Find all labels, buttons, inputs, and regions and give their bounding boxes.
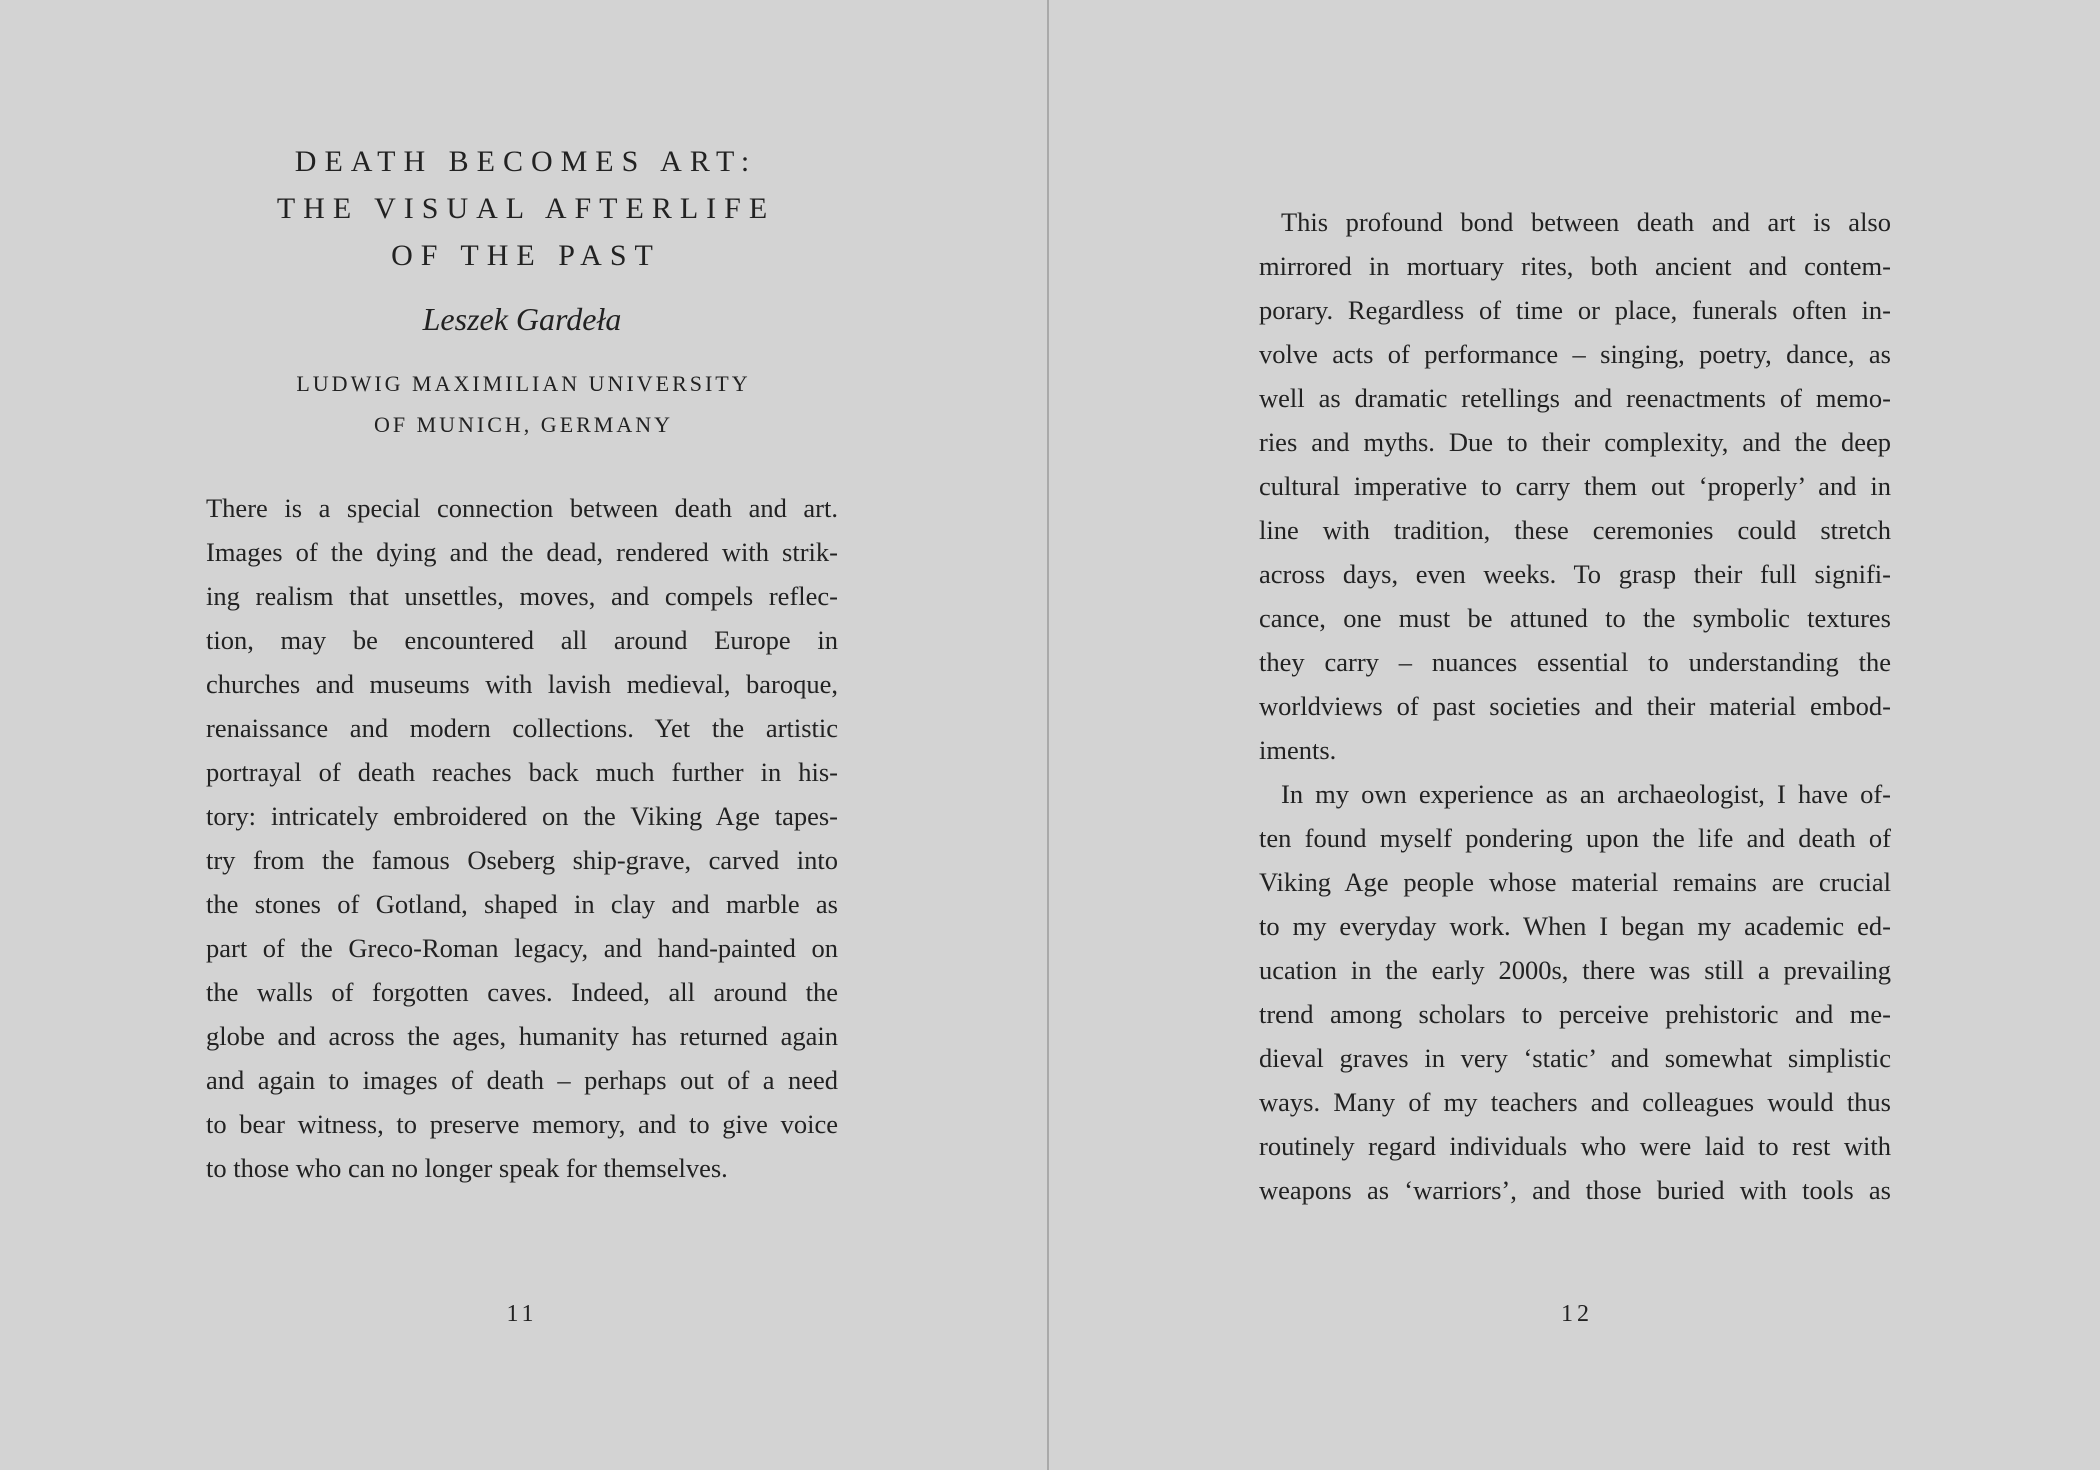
text-line: ten found myself pondering upon the life and death of — [1259, 823, 1891, 853]
text-line: to my everyday work. When I began my academic ed- — [1259, 911, 1891, 941]
left-page — [0, 0, 1048, 1470]
chapter-heading — [206, 138, 838, 445]
page-number: 12 — [1561, 1301, 1593, 1327]
text-line: cultural imperative to carry them out ‘properly’ and in — [1259, 471, 1891, 501]
chapter-title-line: OF THE PAST — [391, 239, 661, 272]
text-line: cance, one must be attuned to the symbolic textures — [1259, 603, 1891, 633]
right-page — [1050, 0, 2100, 1470]
text-line: mirrored in mortuary rites, both ancient and contem- — [1259, 251, 1891, 281]
text-line: porary. Regardless of time or place, funerals often in- — [1259, 295, 1891, 325]
text-line: churches and museums with lavish medieval, baroque, — [206, 669, 838, 699]
text-line: the walls of forgotten caves. Indeed, all around the — [206, 977, 838, 1007]
text-line: globe and across the ages, humanity has returned again — [206, 1021, 838, 1051]
affiliation-line: LUDWIG MAXIMILIAN UNIVERSITY — [296, 371, 751, 396]
text-line: worldviews of past societies and their material embod- — [1259, 691, 1891, 721]
text-line: ries and myths. Due to their complexity, and the deep — [1259, 427, 1891, 457]
text-line: routinely regard individuals who were laid to rest with — [1259, 1131, 1891, 1161]
text-line: well as dramatic retellings and reenactments of memo- — [1259, 383, 1891, 413]
text-line: line with tradition, these ceremonies could stretch — [1259, 515, 1891, 545]
text-line: Viking Age people whose material remains are crucial — [1259, 867, 1891, 897]
page-number: 11 — [506, 1301, 538, 1327]
chapter-title-line: THE VISUAL AFTERLIFE — [276, 192, 776, 225]
text-line: dieval graves in very ‘static’ and somewhat simplistic — [1259, 1043, 1891, 1073]
affiliation-line: OF MUNICH, GERMANY — [373, 412, 674, 437]
text-line: portrayal of death reaches back much further in his- — [206, 757, 838, 787]
author-affiliation — [206, 363, 838, 445]
text-line: to bear witness, to preserve memory, and to give voice — [206, 1109, 838, 1139]
text-line: ing realism that unsettles, moves, and compels reflec- — [206, 581, 838, 611]
text-line: This profound bond between death and art is also — [1281, 207, 1891, 237]
text-line: renaissance and modern collections. Yet the artistic — [206, 713, 838, 743]
text-line: part of the Greco-Roman legacy, and hand-painted on — [206, 933, 838, 963]
text-line: tory: intricately embroidered on the Viking Age tapes- — [206, 801, 838, 831]
text-line: weapons as ‘warriors’, and those buried with tools as — [1259, 1175, 1891, 1205]
text-line: try from the famous Oseberg ship-grave, carved into — [206, 845, 838, 875]
chapter-title-line: DEATH BECOMES ART: — [294, 145, 758, 178]
text-line: volve acts of performance – singing, poetry, dance, as — [1259, 339, 1891, 369]
text-line: across days, even weeks. To grasp their full signifi- — [1259, 559, 1891, 589]
text-line: Images of the dying and the dead, rendered with strik- — [206, 537, 838, 567]
right-body-text — [1259, 200, 1891, 1212]
text-line: iments. — [1259, 735, 1337, 765]
text-line: they carry – nuances essential to understanding the — [1259, 647, 1891, 677]
text-line: and again to images of death – perhaps out of a need — [206, 1065, 838, 1095]
text-line: the stones of Gotland, shaped in clay and marble as — [206, 889, 838, 919]
spine-gutter — [1047, 0, 1049, 1470]
author-name: Leszek Gardeła — [422, 301, 622, 337]
text-line: ways. Many of my teachers and colleagues would thus — [1259, 1087, 1891, 1117]
text-line: There is a special connection between death and art. — [206, 493, 838, 523]
text-line: ucation in the early 2000s, there was still a prevailing — [1259, 955, 1891, 985]
left-body-text — [206, 486, 838, 1190]
text-line: to those who can no longer speak for themselves. — [206, 1153, 728, 1183]
text-line: In my own experience as an archaeologist, I have of- — [1281, 779, 1891, 809]
text-line: tion, may be encountered all around Europe in — [206, 625, 838, 655]
text-line: trend among scholars to perceive prehistoric and me- — [1259, 999, 1891, 1029]
